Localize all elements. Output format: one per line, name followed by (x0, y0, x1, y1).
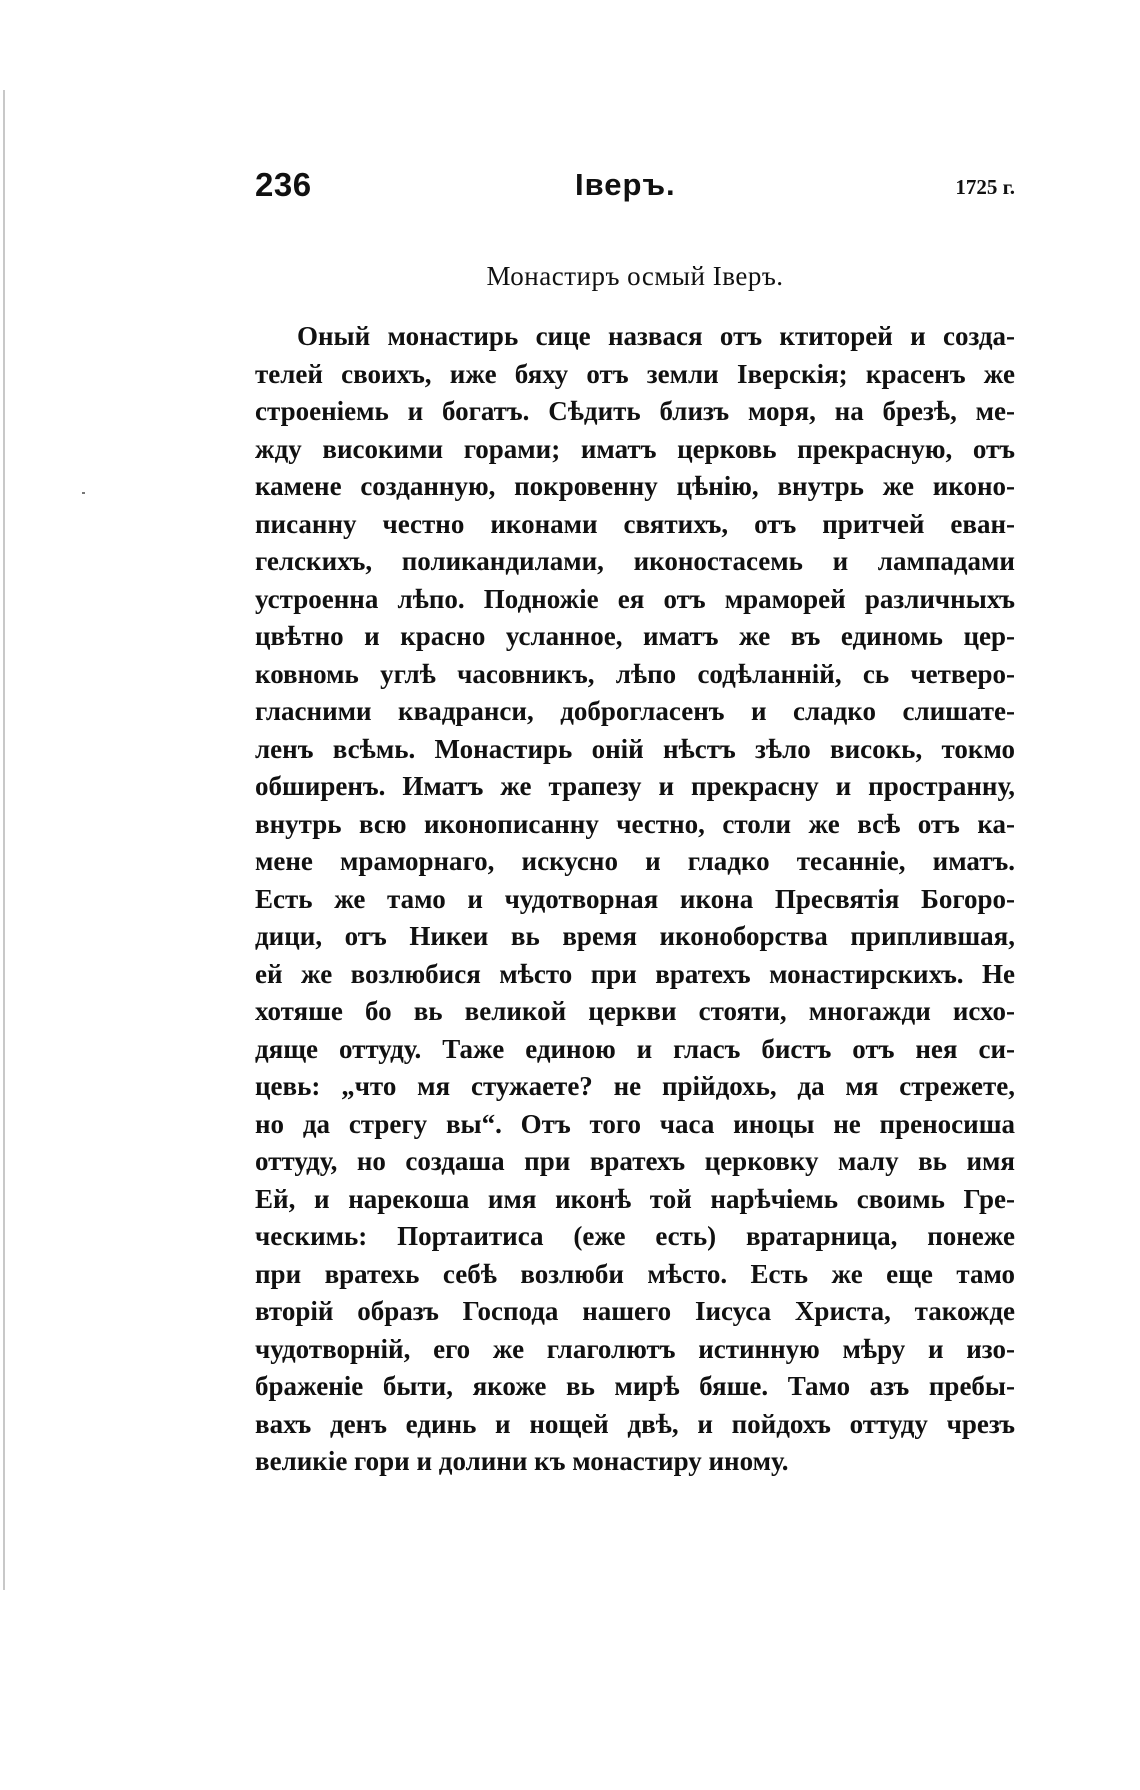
body-line: устроенна лѣпо. Подножіе ея отъ мраморей различныхъ (255, 583, 1015, 614)
running-title: Іверъ. (575, 167, 676, 202)
body-line: ленъ всѣмь. Монастирь оній нѣстъ зѣло високь, токмо (255, 733, 1015, 764)
body-line: ческимь: Портаитиса (еже есть) вратарница, понеже (255, 1221, 1015, 1251)
scan-edge-shadow (3, 90, 5, 1590)
body-line: гласними квадранси, доброгласенъ и сладко слишате- (255, 696, 1015, 726)
body-line: цевь: „что мя стужаете? не прійдохь, да мя стрежете, (255, 1071, 1015, 1101)
body-line: гелскихъ, поликандилами, иконостасемь и лампадами (255, 546, 1015, 576)
body-line: внутрь всю иконописанну честно, столи же всѣ отъ ка- (255, 808, 1015, 839)
body-line: при вратехь себѣ возлюби мѣсто. Есть же еще тамо (255, 1258, 1015, 1289)
body-line: дяще оттуду. Таже единою и гласъ бистъ отъ нея си- (255, 1033, 1015, 1064)
scan-speck (82, 492, 85, 494)
body-line: ковномь углѣ часовникъ, лѣпо содѣланній, сь четверо- (255, 658, 1015, 689)
page-header (255, 165, 1015, 205)
body-line: браженіе быти, якоже вь мирѣ бяше. Тамо азъ пребы- (255, 1371, 1015, 1401)
body-line: телей своихъ, иже бяху отъ земли Іверскія; красенъ же (255, 358, 1015, 389)
year-label: 1725 г. (955, 175, 1015, 199)
section-title: Монастиръ осмый Іверъ. (486, 261, 784, 291)
body-line: Оный монастирь сице назвася отъ ктиторей и созда- (297, 321, 1015, 351)
body-line: писанну честно иконами святихъ, отъ притчей еван- (255, 508, 1015, 539)
body-line: вторій образъ Господа нашего Іисуса Христа, такожде (255, 1296, 1015, 1326)
page-number: 236 (255, 166, 312, 203)
body-line: Ей, и нарекоша имя иконѣ той нарѣчіемь своимь Гре- (255, 1183, 1015, 1214)
body-line: чудотворній, его же глаголютъ истинную мѣру и изо- (255, 1333, 1015, 1364)
body-line: дици, отъ Никеи вь время иконоборства приплившая, (255, 921, 1015, 951)
body-line: обширенъ. Иматъ же трапезу и прекрасну и пространну, (255, 771, 1015, 801)
body-line: строеніемь и богатъ. Сѣдить близъ моря, на брезѣ, ме- (255, 396, 1015, 426)
body-line: ей же возлюбися мѣсто при вратехъ монастирскихъ. Не (255, 958, 1015, 989)
body-line: цвѣтно и красно усланное, иматъ же въ единомь цер- (255, 621, 1015, 651)
body-line: жду високими горами; иматъ церковь прекрасную, отъ (255, 433, 1015, 464)
body-line: хотяше бо вь великой церкви стояти, многажди исхо- (255, 996, 1015, 1026)
body-line: но да стрегу вы“. Отъ того часа иноцы не преносиша (255, 1108, 1015, 1139)
body-text (255, 318, 1015, 1481)
body-line: оттуду, но создаша при вратехъ церковку малу вь имя (255, 1146, 1015, 1176)
body-line: великіе гори и долини къ монастиру иному. (255, 1446, 789, 1476)
body-line: мене мраморнаго, искусно и гладко тесанніе, иматъ. (255, 846, 1015, 876)
body-line: вахъ денъ единь и нощей двѣ, и пойдохъ оттуду чрезъ (255, 1408, 1015, 1439)
body-line: камене созданную, покровенну цѣнію, внутрь же иконо- (255, 471, 1015, 501)
body-line: Есть же тамо и чудотворная икона Пресвятія Богоро- (255, 883, 1015, 914)
